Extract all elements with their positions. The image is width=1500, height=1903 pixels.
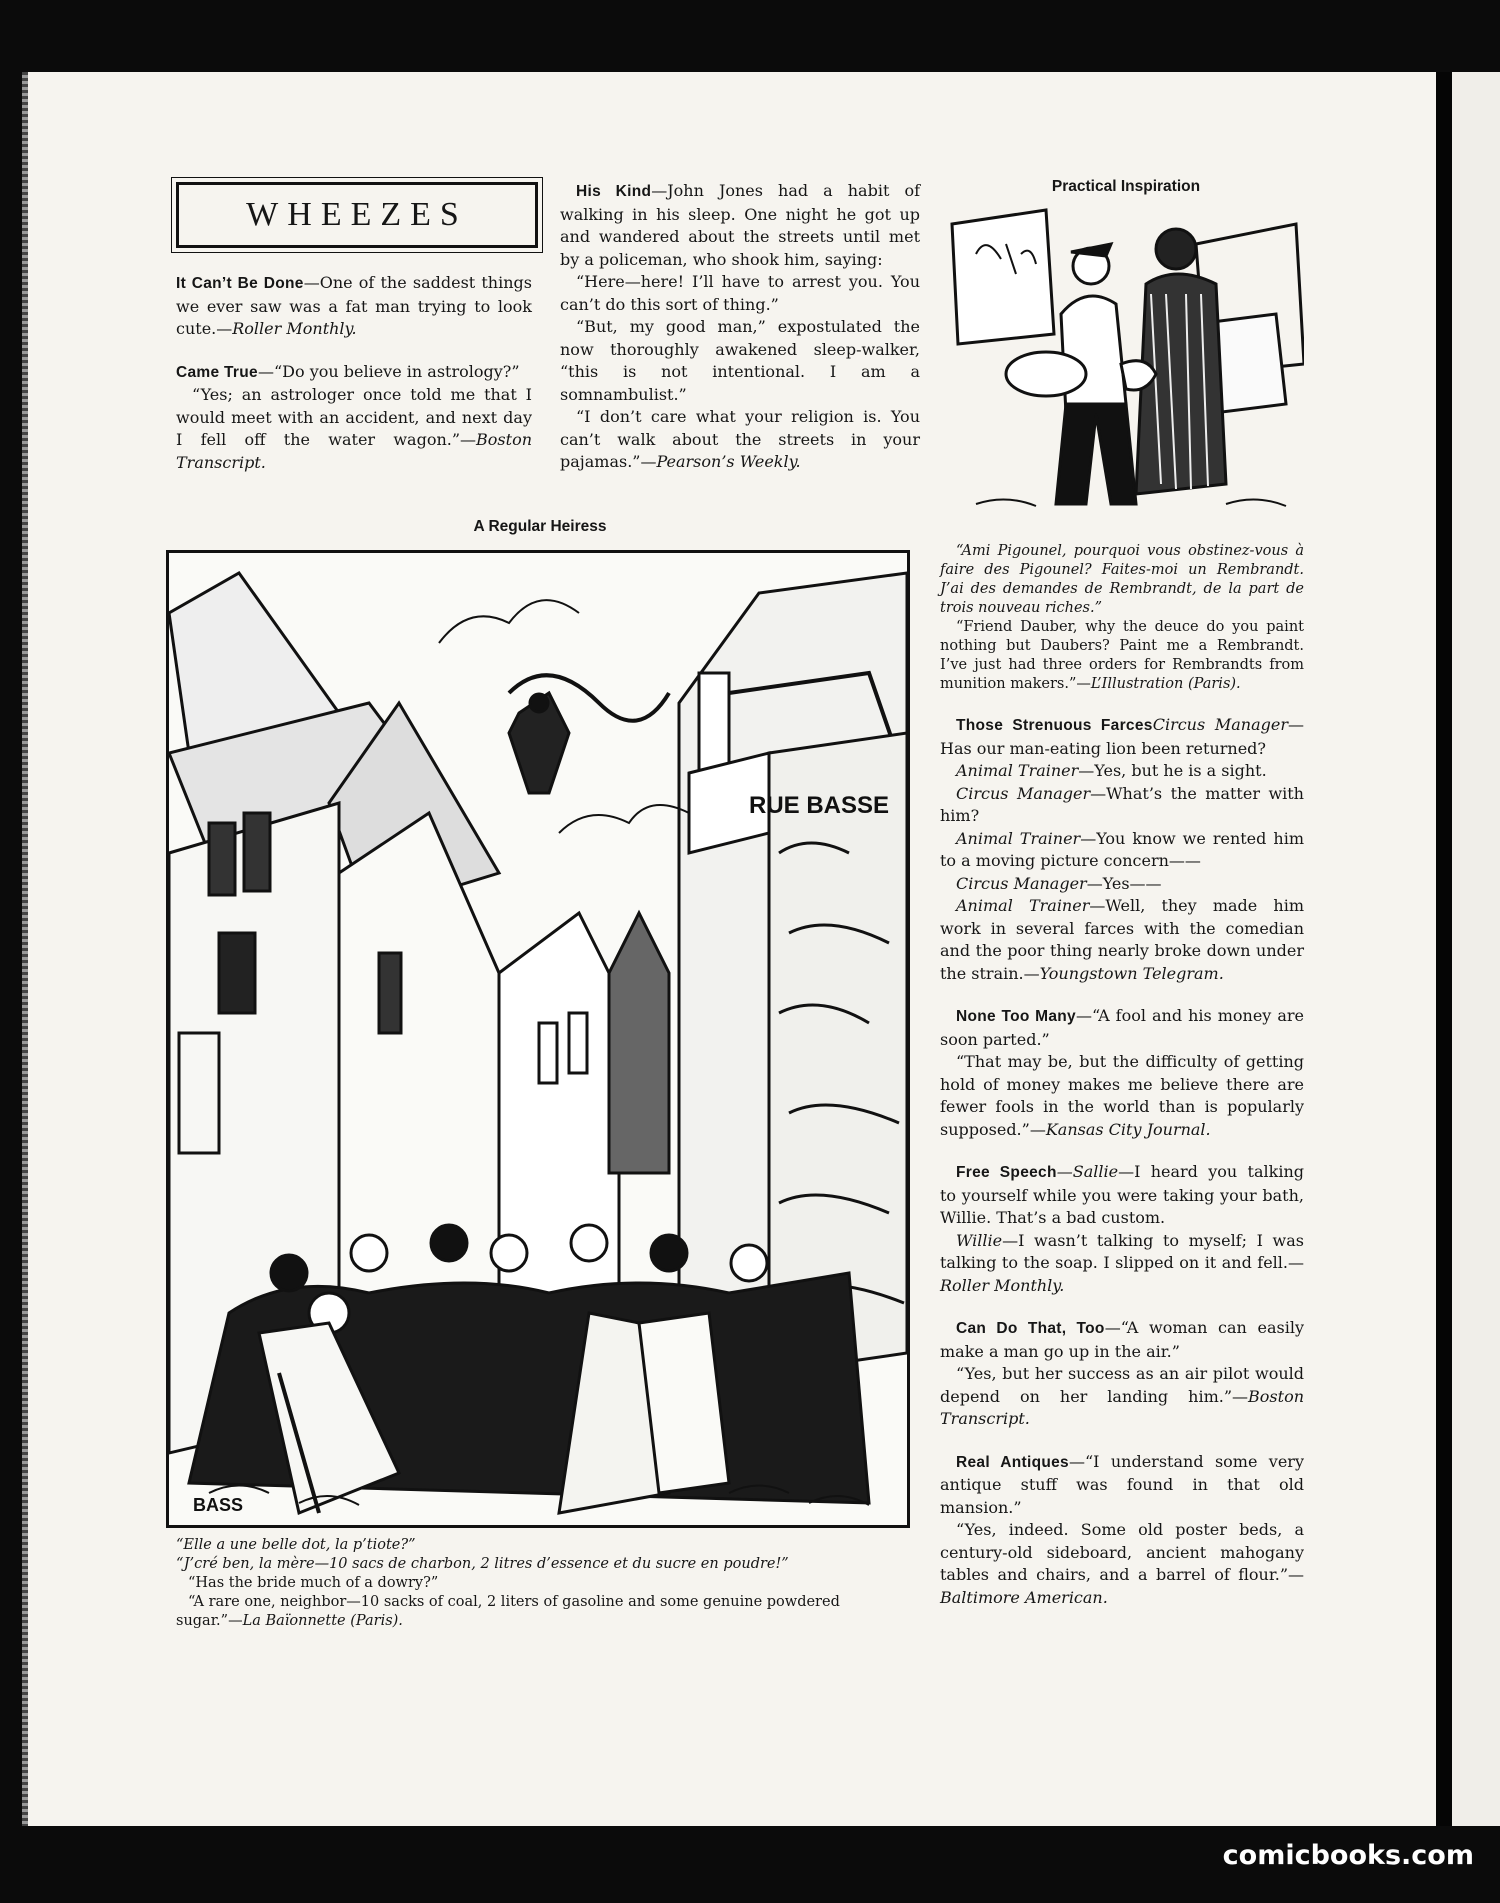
- joke-text: —“Do you believe in astrology?”: [257, 361, 520, 381]
- joke-head: Can Do That, Too: [956, 1320, 1105, 1337]
- joke-came-true-cont: [176, 384, 532, 474]
- facing-page-edge: [1452, 72, 1500, 1826]
- joke-line-last: [560, 406, 920, 474]
- joke-head: His Kind: [576, 183, 652, 200]
- joke-source: Baltimore American.: [940, 1587, 1108, 1607]
- joke-farces-line: [940, 828, 1304, 873]
- caption-source: La Baïonnette (Paris).: [242, 1613, 403, 1629]
- side-caption-english: [940, 618, 1304, 694]
- joke-text: —I heard you talking to yourself while you were taking your bath, Willie. That’s a bad custom.: [940, 1162, 1305, 1227]
- joke-text: —I wasn’t talking to myself; I was talking to the soap. I slipped on it and fell.—: [940, 1230, 1304, 1272]
- side-caption-source: L’Illustration (Paris).: [1090, 676, 1241, 692]
- joke-farces: [940, 714, 1304, 760]
- joke-antiques: [940, 1451, 1304, 1520]
- joke-speaker: Animal Trainer: [956, 896, 1090, 915]
- joke-text: —You know we rented him to a moving picture concern——: [940, 828, 1304, 870]
- painters-drawing: [946, 204, 1304, 528]
- caption-english-2: “A rare one, neighbor—10 sacks of coal, 2 liters of gasoline and some genuine powdered sugar.”—: [176, 1594, 840, 1629]
- joke-can-do: [940, 1317, 1304, 1363]
- joke-farces-line: [940, 760, 1304, 783]
- side-caption-english-text: “Friend Dauber, why the deuce do you paint nothing but Daubers? Paint me a Rembrandt. I’ve just had three orders for Rembrandts from munition makers.”—: [940, 619, 1304, 692]
- joke-too-many: [940, 1005, 1304, 1051]
- joke-head: Real Antiques: [956, 1453, 1069, 1471]
- side-caption-french-text: “Ami Pigounel, pourquoi vous obstinez-vous à faire des Pigounel? Faites-moi un Rembrandt. J’ai des demandes de Rembrandt, de la part de trois nouveau riches.”: [940, 543, 1304, 616]
- joke-text: —John Jones had a habit of walking in his sleep. One night he got up and wandered about the streets until met by a policeman, who shook him, saying:: [560, 181, 920, 269]
- joke-his-kind: [560, 180, 920, 271]
- joke-text: —Yes——: [1086, 873, 1162, 893]
- joke-text: —“A woman can easily make a man go up in the air.”: [940, 1318, 1304, 1361]
- joke-came-true: [176, 361, 532, 385]
- joke-text: “I don’t care what your religion is. You can’t walk about the streets in your pajamas.”—: [560, 407, 920, 471]
- street-scene-drawing: [169, 553, 907, 1525]
- joke-text: “Yes; an astrologer once told me that I would meet with an accident, and next day I fell off the water wagon.”—: [176, 385, 532, 449]
- joke-source: Boston Transcript.: [940, 1386, 1304, 1428]
- joke-farces-line: [940, 873, 1304, 896]
- joke-source: Youngstown Telegram.: [1039, 963, 1224, 983]
- joke-farces-line: [940, 895, 1304, 985]
- joke-speaker: —Sallie: [1056, 1162, 1119, 1181]
- side-caption-french: [940, 542, 1304, 618]
- joke-source: Pearson’s Weekly.: [656, 452, 801, 471]
- joke-text: —Well, they made him work in several farces with the comedian and the poor thing nearly broke down under the strain.—: [940, 896, 1304, 983]
- caption-english-2-wrap: [176, 1593, 904, 1631]
- joke-text: “That may be, but the difficulty of getting hold of money makes me believe there are fewer fools in the world than is popularly supposed.”—: [940, 1052, 1304, 1139]
- caption-english-1: “Has the bride much of a dowry?”: [188, 1575, 439, 1591]
- caption-french-1: “Elle a une belle dot, la p’tiote?”: [176, 1537, 416, 1553]
- joke-text: —What’s the matter with him?: [940, 783, 1304, 825]
- joke-source: Kansas City Journal.: [1045, 1119, 1211, 1139]
- joke-text: “Yes, but her success as an air pilot would depend on her landing him.”—: [940, 1364, 1304, 1406]
- middle-column: [560, 180, 920, 494]
- joke-speaker: Animal Trainer: [956, 828, 1081, 848]
- joke-speaker: Circus Manager: [1152, 715, 1289, 734]
- artist-signature: BASS: [193, 1495, 244, 1515]
- left-column: [176, 272, 532, 494]
- joke-antiques-cont: [940, 1519, 1304, 1609]
- joke-can-do-cont: [940, 1363, 1304, 1431]
- joke-text: —Yes, but he is a sight.: [1078, 761, 1267, 780]
- site-watermark: comicbooks.com: [1222, 1840, 1474, 1871]
- joke-cant-be-done: [176, 272, 532, 341]
- cartoon-side-title: Practical Inspiration: [1051, 178, 1201, 195]
- joke-head: Came True: [176, 363, 258, 381]
- cartoon-main-caption: [176, 1536, 904, 1631]
- joke-line: “Here—here! I’ll have to arrest you. You can’t do this sort of thing.”: [560, 272, 920, 314]
- joke-too-many-cont: [940, 1051, 1304, 1141]
- joke-free-speech-cont: [940, 1230, 1304, 1298]
- joke-head: None Too Many: [956, 1008, 1076, 1025]
- joke-text: —Has our man-eating lion been returned?: [940, 715, 1305, 758]
- joke-speaker: Circus Manager: [956, 873, 1087, 893]
- cartoon-side-illustration: [946, 204, 1304, 528]
- joke-speaker: Willie: [956, 1230, 1003, 1250]
- page-gutter: [1436, 72, 1452, 1826]
- joke-source: Roller Monthly.: [940, 1275, 1065, 1295]
- joke-source: Roller Monthly.: [232, 319, 357, 338]
- page-title-text: WHEEZES: [246, 196, 468, 233]
- page-binding: [22, 72, 28, 1826]
- joke-text: —“I understand some very antique stuff was found in that old mansion.”: [940, 1451, 1304, 1517]
- joke-head: Those Strenuous Farces: [956, 717, 1153, 734]
- cartoon-main-title: A Regular Heiress: [473, 518, 607, 535]
- joke-text: “Yes, indeed. Some old poster beds, a century-old sideboard, ancient mahogany tables and chairs, and a barrel of flour.”—: [940, 1520, 1304, 1584]
- joke-speaker: Animal Trainer: [956, 761, 1079, 780]
- joke-speaker: Circus Manager: [956, 783, 1091, 803]
- joke-text: —“A fool and his money are soon parted.”: [940, 1006, 1304, 1049]
- right-column: [940, 542, 1304, 1629]
- cartoon-main-illustration: [166, 550, 910, 1528]
- joke-free-speech: [940, 1161, 1304, 1230]
- joke-source: Boston Transcript.: [176, 430, 532, 472]
- joke-head: It Can’t Be Done: [176, 275, 304, 292]
- page-title: [176, 182, 538, 248]
- joke-text: —One of the saddest things we ever saw was a fat man trying to look cute.—: [176, 273, 532, 338]
- joke-farces-line: [940, 783, 1304, 828]
- shop-sign-text: RUE BASSE: [749, 792, 890, 819]
- joke-head: Free Speech: [956, 1164, 1057, 1181]
- caption-french-2: “J’cré ben, la mère—10 sacs de charbon, 2 litres d’essence et du sucre en poudre!”: [176, 1556, 789, 1572]
- joke-line: “But, my good man,” expostulated the now thoroughly awakened sleep-walker, “this is not intentional. I am a somnambulist.”: [560, 317, 920, 404]
